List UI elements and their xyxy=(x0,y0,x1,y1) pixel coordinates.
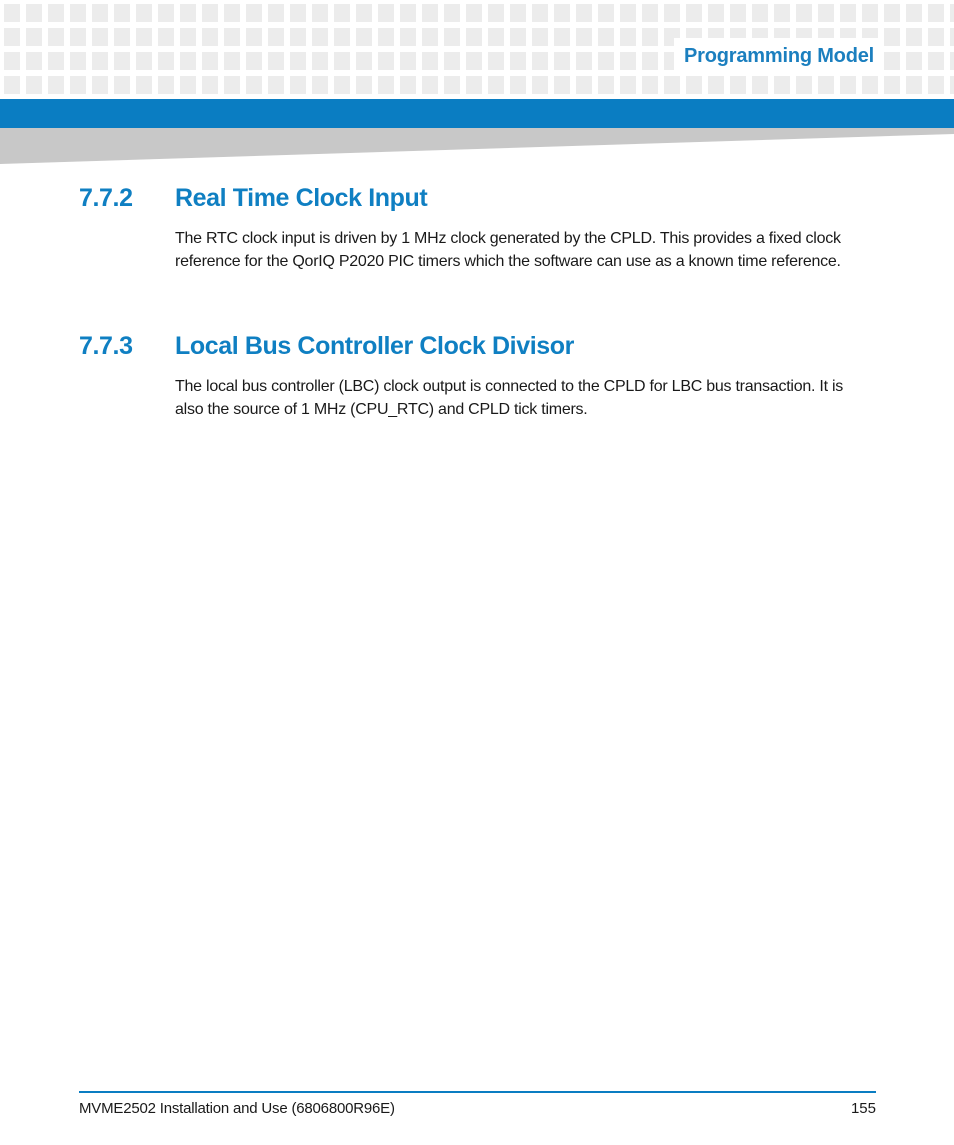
header-blue-band xyxy=(0,99,954,128)
section-7-7-3 xyxy=(79,332,879,421)
section-heading xyxy=(79,184,879,213)
section-number: 7.7.2 xyxy=(79,184,133,212)
section-title: Real Time Clock Input xyxy=(175,184,428,212)
header-grey-wedge xyxy=(0,128,954,164)
header-title-box xyxy=(674,38,884,74)
footer-rule xyxy=(79,1091,876,1093)
footer-document-title: MVME2502 Installation and Use (6806800R96E) xyxy=(79,1100,395,1117)
running-header-title: Programming Model xyxy=(684,44,874,67)
section-heading xyxy=(79,332,879,361)
section-title: Local Bus Controller Clock Divisor xyxy=(175,332,574,360)
section-paragraph: The local bus controller (LBC) clock output is connected to the CPLD for LBC bus transaction. It is also the source of 1 MHz (CPU_RTC) and CPLD tick timers. xyxy=(175,378,844,418)
section-7-7-2 xyxy=(79,184,879,273)
section-paragraph: The RTC clock input is driven by 1 MHz clock generated by the CPLD. This provides a fixed clock reference for the QorIQ P2020 PIC timers which the software can use as a known time reference. xyxy=(175,230,841,270)
section-number: 7.7.3 xyxy=(79,332,133,360)
footer-page-number: 155 xyxy=(850,1100,876,1117)
